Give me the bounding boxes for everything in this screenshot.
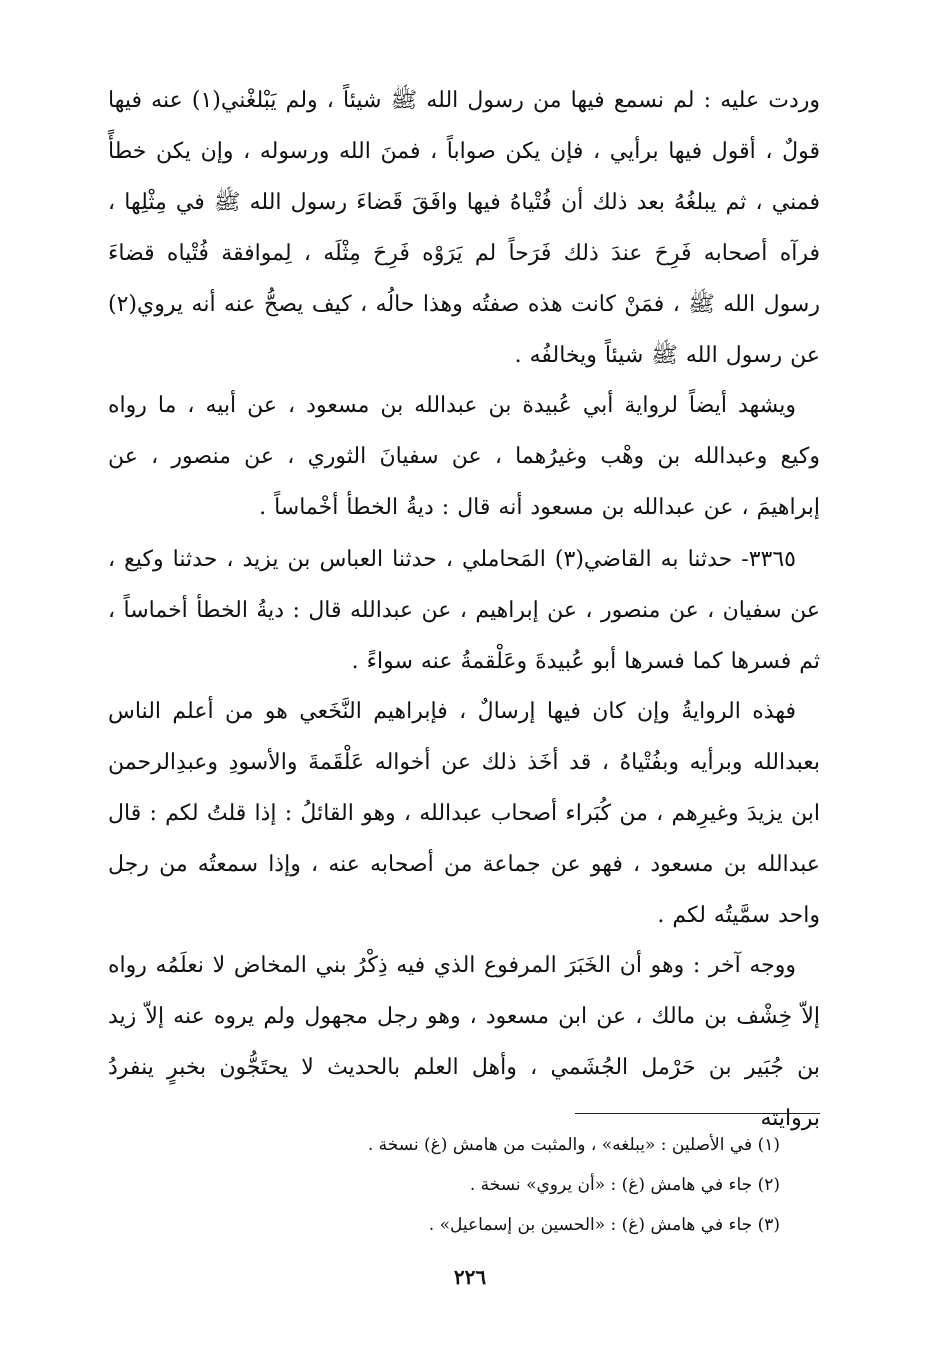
body-paragraph-5: ووجه آخر : وهو أن الخَبَرَ المرفوع الذي فيه ذِكْرُ بني المخاض لا نعلَمُه رواه إلاّ خِشْف بن مالك ، عن ابن مسعود ، وهو رجل مجهول ولم يروه عنه إلاّ زيد بن جُبَير بن حَرْمل الجُشَمي ، وأهل العلم بالحديث لا يحتَجُّون بخبرٍ ينفردُ بروايته (108, 953, 820, 1131)
footnotes-section (260, 1125, 780, 1245)
footnote-2: (٢) جاء في هامش (غ) : «أن يروي» نسخة . (469, 1175, 780, 1195)
body-paragraph-3: ٣٣٦٥- حدثنا به القاضي(٣) المَحاملي ، حدثنا العباس بن يزيد ، حدثنا وكيع ، عن سفيان ، عن منصور ، عن إبراهيم ، عن عبدالله قال : ديةُ الخطأ أخماساً ، ثم فسرها كما فسرها أبو عُبيدةَ وعَلْقمةُ عنه سواءً . (108, 547, 820, 674)
footnote-1: (١) في الأصلين : «يبلغه» ، والمثبت من هامش (غ) نسخة . (367, 1135, 780, 1155)
footnote-separator (575, 1113, 820, 1114)
body-paragraph-4: فهذه الروايةُ وإن كان فيها إرسالٌ ، فإبراهيم النَّخَعي هو من أعلم الناس بعبدالله وبرأيه وبفُتْياهُ ، قد أخَذ ذلك عن أخواله عَلْقَمةَ والأسودِ وعبدِالرحمن ابن يزيدَ وغيرِهم ، من كُبَراء أصحاب عبدالله ، وهو القائلُ : إذا قلتُ لكم : قال عبدالله بن مسعود ، فهو عن جماعة من أصحابه عنه ، وإذا سمعتُه من رجل واحد سمَّيتُه لكم . (108, 699, 820, 928)
body-paragraph-1: وردت عليه : لم نسمع فيها من رسول الله ﷺ شيئاً ، ولم يَبْلغْني(١) عنه فيها قولٌ ، أقول فيها برأيي ، فإن يكن صواباً ، فمنَ الله ورسوله ، وإن يكن خطأً فمني ، ثم يبلغُهُ بعد ذلك أن فُتْياهُ فيها وافَقَ قَضاءَ رسول الله ﷺ في مِثْلِها ، فرآه أصحابه فَرِحَ عندَ ذلك فَرَحاً لم يَرَوْه فَرِحَ مِثْلَه ، لِموافقة فُتْياه قضاءَ رسول الله ﷺ ، فمَنْ كانت هذه صفتُه وهذا حالُه ، كيف يصحُّ عنه أنه يروي(٢) عن رسول الله ﷺ شيئاً ويخالفُه . (108, 88, 820, 368)
body-paragraph-2: ويشهد أيضاً لرواية أبي عُبيدة بن عبدالله بن مسعود ، عن أبيه ، ما رواه وكيع وعبدالله بن وهْب وغيرُهما ، عن سفيانَ الثوري ، عن منصور ، عن إبراهيمَ ، عن عبدالله بن مسعود أنه قال : ديةُ الخطأ أخْماساً . (108, 393, 820, 520)
page-number: ٢٢٦ (453, 1265, 487, 1289)
footnote-3: (٣) جاء في هامش (غ) : «الحسين بن إسماعيل» . (428, 1215, 780, 1235)
